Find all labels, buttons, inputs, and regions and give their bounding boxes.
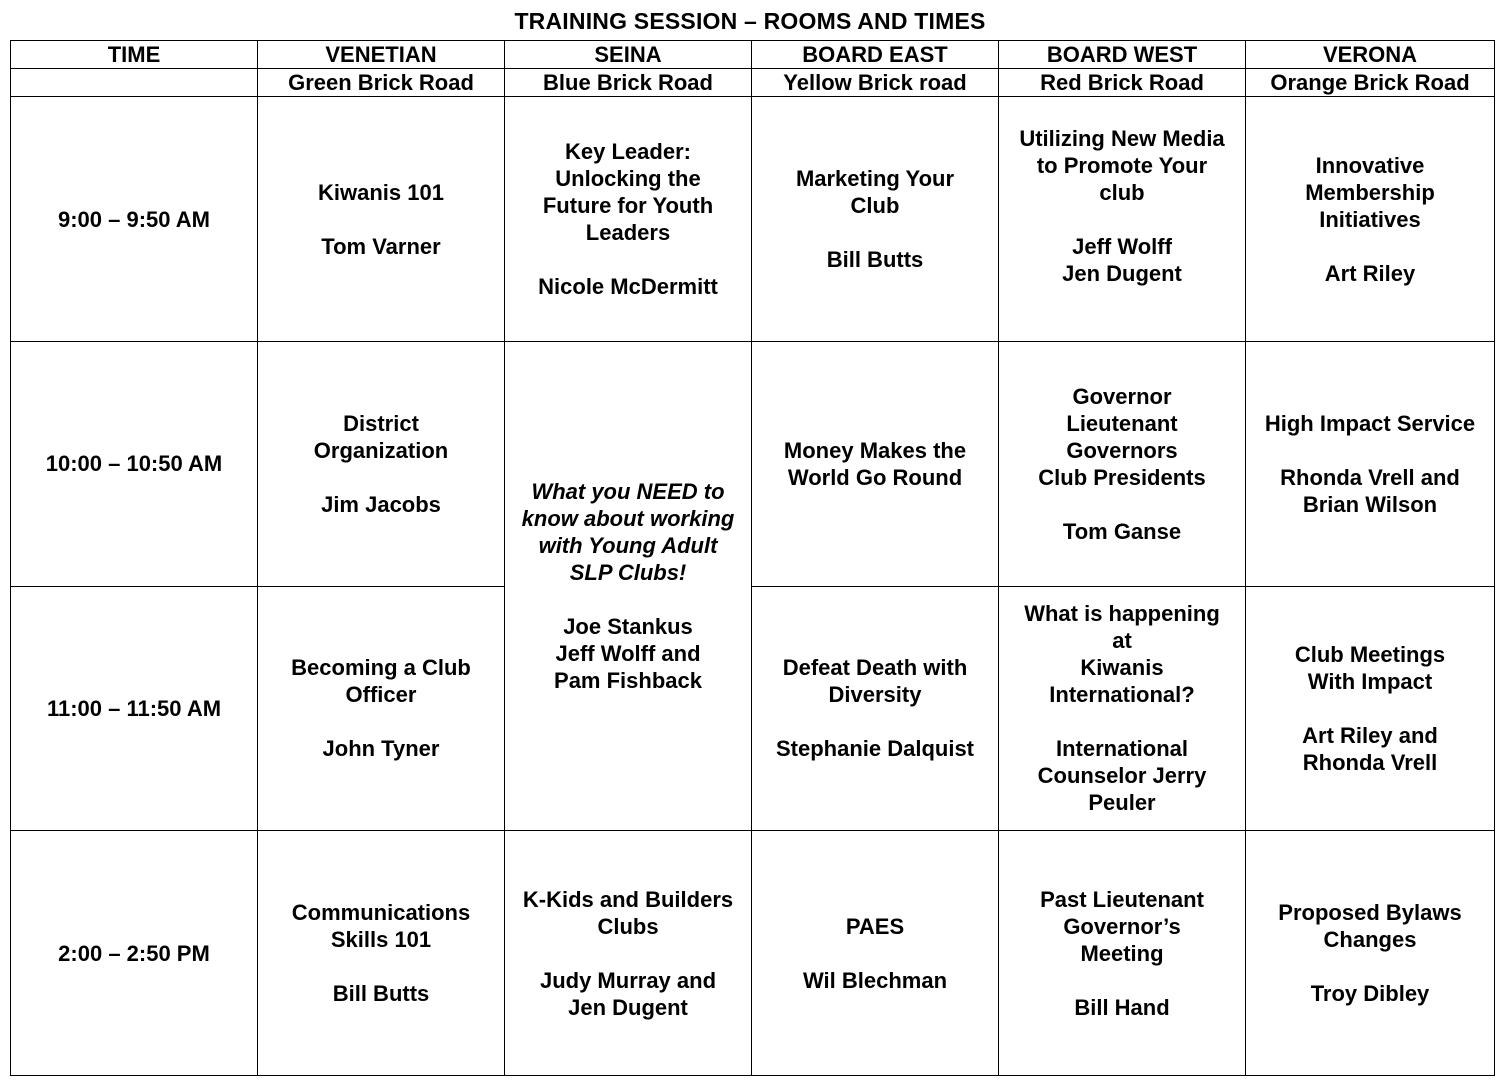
session-cell: Governor Lieutenant Governors Club Presidents Tom Ganse — [999, 341, 1246, 586]
room-header-row — [11, 41, 1495, 69]
road-header-verona: Orange Brick Road — [1246, 69, 1495, 97]
session-cell: Marketing Your Club Bill Butts — [752, 97, 999, 342]
session-cell: Money Makes the World Go Round — [752, 341, 999, 586]
time-cell: 10:00 – 10:50 AM — [11, 341, 258, 586]
col-header-time: TIME — [11, 41, 258, 69]
page-title: TRAINING SESSION – ROOMS AND TIMES — [514, 8, 986, 34]
road-header-seina: Blue Brick Road — [505, 69, 752, 97]
col-header-board-west: BOARD WEST — [999, 41, 1246, 69]
merged-session-presenters: Joe Stankus Jeff Wolff and Pam Fishback — [554, 614, 702, 694]
session-cell: Communications Skills 101 Bill Butts — [258, 831, 505, 1076]
session-cell: Past Lieutenant Governor’s Meeting Bill Hand — [999, 831, 1246, 1076]
session-cell: Innovative Membership Initiatives Art Riley — [1246, 97, 1495, 342]
merged-session-cell — [505, 341, 752, 830]
table-row — [11, 97, 1495, 342]
table-row — [11, 341, 1495, 586]
road-header-row — [11, 69, 1495, 97]
table-row — [11, 831, 1495, 1076]
session-cell: Becoming a Club Officer John Tyner — [258, 586, 505, 831]
session-cell: Utilizing New Media to Promote Your club Jeff Wolff Jen Dugent — [999, 97, 1246, 342]
schedule-table — [10, 40, 1495, 1076]
time-cell: 2:00 – 2:50 PM — [11, 831, 258, 1076]
session-cell: High Impact Service Rhonda Vrell and Brian Wilson — [1246, 341, 1495, 586]
col-header-board-east: BOARD EAST — [752, 41, 999, 69]
road-header-venetian: Green Brick Road — [258, 69, 505, 97]
session-cell: PAES Wil Blechman — [752, 831, 999, 1076]
session-cell: Proposed Bylaws Changes Troy Dibley — [1246, 831, 1495, 1076]
col-header-verona: VERONA — [1246, 41, 1495, 69]
road-header-time — [11, 69, 258, 97]
session-cell: K-Kids and Builders Clubs Judy Murray and Jen Dugent — [505, 831, 752, 1076]
col-header-venetian: VENETIAN — [258, 41, 505, 69]
session-cell: Defeat Death with Diversity Stephanie Dalquist — [752, 586, 999, 831]
table-row — [11, 586, 1495, 831]
session-cell: Club Meetings With Impact Art Riley and Rhonda Vrell — [1246, 586, 1495, 831]
time-cell: 9:00 – 9:50 AM — [11, 97, 258, 342]
session-cell: Kiwanis 101 Tom Varner — [258, 97, 505, 342]
session-cell: Key Leader: Unlocking the Future for Youth Leaders Nicole McDermitt — [505, 97, 752, 342]
road-header-board-east: Yellow Brick road — [752, 69, 999, 97]
col-header-seina: SEINA — [505, 41, 752, 69]
session-cell: District Organization Jim Jacobs — [258, 341, 505, 586]
time-cell: 11:00 – 11:50 AM — [11, 586, 258, 831]
merged-session-title: What you NEED to know about working with Young Adult SLP Clubs! — [521, 479, 735, 586]
session-cell: What is happening at Kiwanis International? International Counselor Jerry Peuler — [999, 586, 1246, 831]
road-header-board-west: Red Brick Road — [999, 69, 1246, 97]
